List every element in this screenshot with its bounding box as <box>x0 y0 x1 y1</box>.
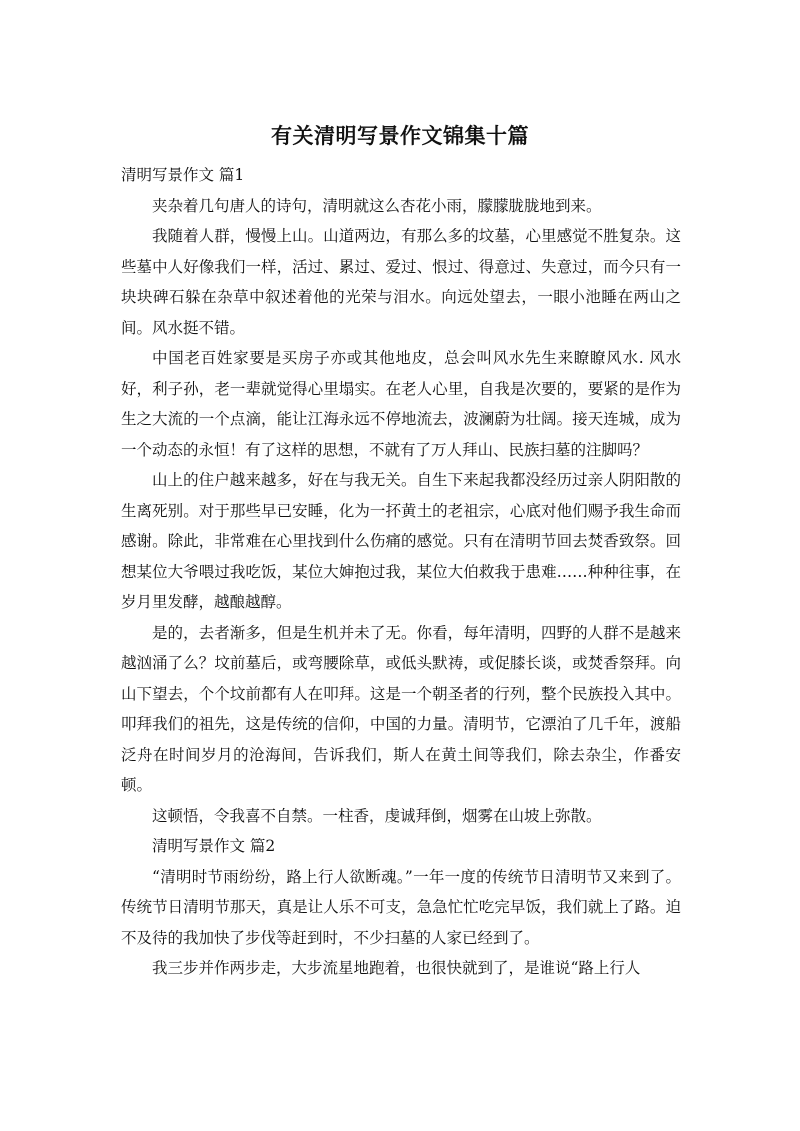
paragraph: 我三步并作两步走，大步流星地跑着，也很快就到了，是谁说“路上行人 <box>152 959 641 977</box>
document-title: 有关清明写景作文锦集十篇 <box>271 124 529 148</box>
document-body <box>121 160 681 984</box>
paragraph: 是的，去者渐多，但是生机并未了无。你看，每年清明，四野的人群不是越来越汹涌了么？坟前墓后，或弯腰除草，或低头默祷，或促膝长谈，或焚香祭拜。向山下望去，个个坟前都有人在叩拜。这是一个朝圣者的行列，整个民族投入其中。叩拜我们的祖先，这是传统的信仰，中国的力量。清明节，它漂泊了几千年，渡船泛舟在时间岁月的沧海间，告诉我们，斯人在黄土间等我们，除去杂尘，作番安顿。 <box>121 623 681 794</box>
paragraph: 山上的住户越来越多，好在与我无关。自生下来起我都没经历过亲人阴阳散的生离死别。对于那些早已安睡，化为一抔黄土的老祖宗，心底对他们赐予我生命而感谢。除此，非常难在心里找到什么伤痛的感觉。只有在清明节回去焚香致祭。回想某位大爷喂过我吃饭，某位大婶抱过我，某位大伯救我于患难……种种往事，在岁月里发酵，越酿越醇。 <box>121 471 681 611</box>
paragraph: “清明时节雨纷纷，路上行人欲断魂。”一年一度的传统节日清明节又来到了。传统节日清明节那天，真是让人乐不可支，急急忙忙吃完早饭，我们就上了路。迫不及待的我加快了步伐等赶到时，不少扫墓的人家已经到了。 <box>121 867 681 947</box>
section-heading: 清明写景作文 篇1 <box>121 166 245 184</box>
paragraph: 我随着人群，慢慢上山。山道两边，有那么多的坟墓，心里感觉不胜复杂。这些墓中人好像我们一样，活过、累过、爱过、恨过、得意过、失意过，而今只有一块块碑石躲在杂草中叙述着他的光荣与泪水。向远处望去，一眼小池睡在两山之间。风水挺不错。 <box>121 227 681 337</box>
paragraph: 夹杂着几句唐人的诗句，清明就这么杏花小雨，朦朦胧胧地到来。 <box>152 196 602 215</box>
paragraph: 中国老百姓家要是买房子亦或其他地皮，总会叫风水先生来瞭瞭风水. 风水好，利子孙，老一辈就觉得心里塌实。在老人心里，自我是次要的，要紧的是作为生之大流的一个点滴，能让江海永远不停地流去，波澜蔚为壮阔。接天连城，成为一个动态的永恒！有了这样的思想，不就有了万人拜山、民族扫墓的注脚吗？ <box>121 349 681 459</box>
section-heading: 清明写景作文 篇2 <box>152 837 276 855</box>
paragraph: 这顿悟，令我喜不自禁。一柱香，虔诚拜倒，烟雾在山坡上弥散。 <box>152 806 602 825</box>
